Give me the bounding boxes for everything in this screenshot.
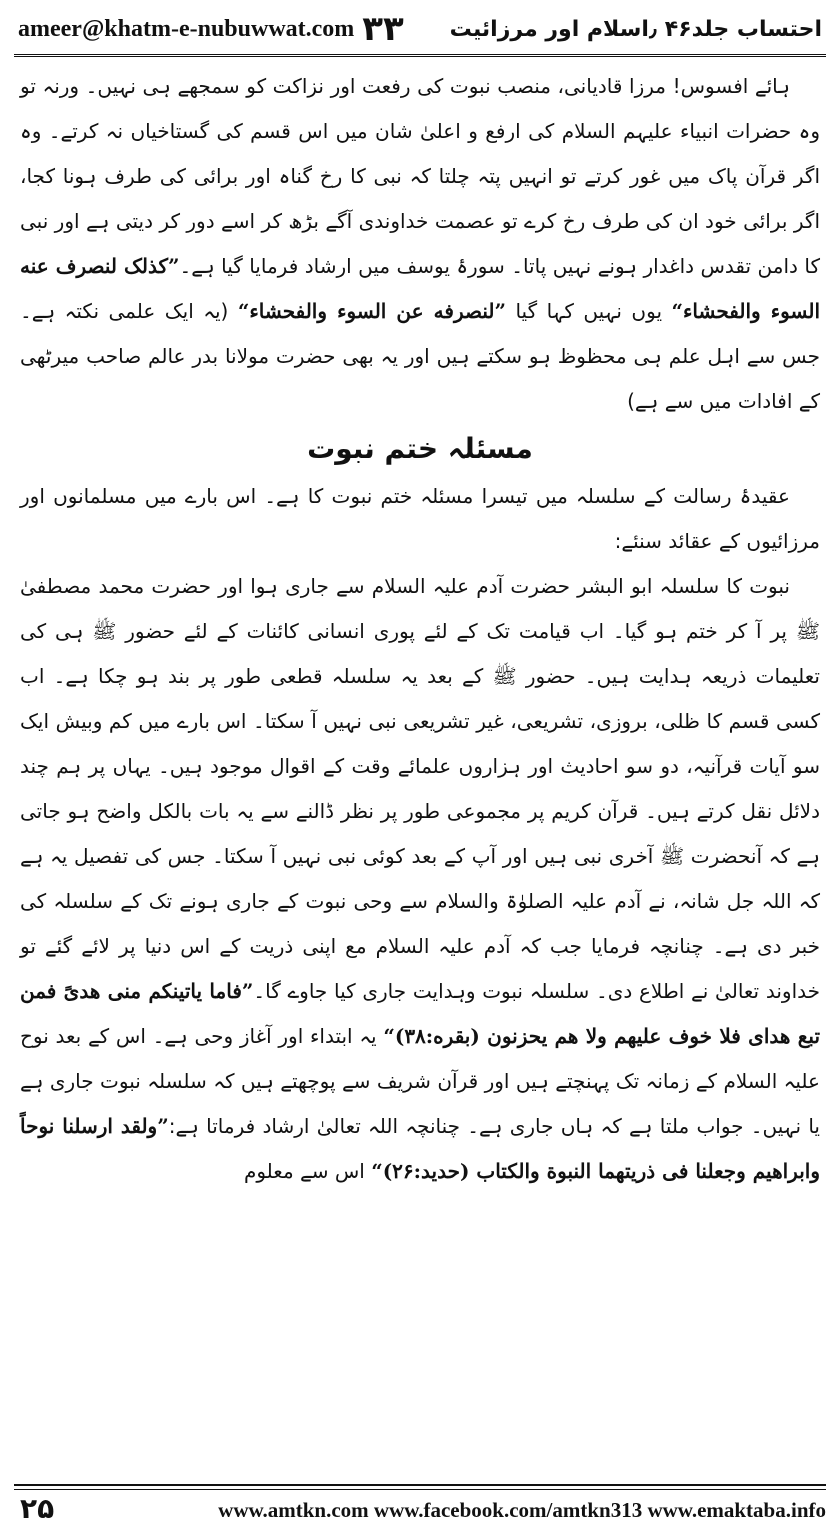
paragraph-3c-text: اس سے معلوم <box>243 1159 365 1183</box>
paragraph-3-text: نبوت کا سلسلہ ابو البشر حضرت آدم علیہ السلام سے جاری ہوا اور حضرت محمد مصطفیٰ ﷺ پر آ کر ختم ہو گیا۔ اب قیامت تک کے لئے پوری انسانی کائنات کے لئے حضور ﷺ ہی کی تعلیمات ذریعہ ہدایت ہیں۔ حضور ﷺ کے بعد یہ سلسلہ قطعی طور پر بند ہو چکا ہے۔ اب کسی قسم کا ظلی، بروزی، تشریعی، غیر تشریعی نبی نہیں آ سکتا۔ اس بارے میں کم وبیش ایک سو آیات قرآنیہ، دو سو احادیث اور ہزاروں علمائے وقت کے اقوال موجود ہیں۔ یہاں پر ہم چند دلائل نقل کرتے ہیں۔ قرآن کریم پر مجموعی طور پر نظر ڈالنے سے یہ بات بالکل واضح ہو جاتی ہے کہ آنحضرت ﷺ آخری نبی ہیں اور آپ کے بعد کوئی نبی نہیں آ سکتا۔ جس کی تفصیل یہ ہے کہ اللہ جل شانہ، نے آدم علیہ الصلوٰۃ والسلام سے وحی نبوت کے جاری ہونے تک کے سلسلہ کی خبر دی ہے۔ چنانچہ فرمایا جب کہ آدم علیہ السلام مع اپنی ذریت کے اس دنیا پر لائے گئے تو خداوند تعالیٰ نے اطلاع دی۔ سلسلہ نبوت وہدایت جاری کیا جاوے گا۔ <box>20 574 820 1003</box>
footer-links: www.amtkn.com www.facebook.com/amtkn313 www.emaktaba.info <box>218 1498 826 1522</box>
section-heading: مسئلہ ختم نبوت <box>307 432 533 465</box>
paragraph-1-text: ہائے افسوس! مرزا قادیانی، منصب نبوت کی رفعت اور نزاکت کو سمجھے ہی نہیں۔ ورنہ تو وہ حضرات انبیاء علیہم السلام کی ارفع و اعلیٰ شان میں اس قسم کی گستاخیاں نہ کرتے۔ وہ اگر قرآن پاک میں غور کرتے تو انہیں پتہ چلتا کہ نبی کا رخ گناہ اور برائی کی طرف ہونا کجا، اگر برائی خود ان کی طرف رخ کرے تو عصمت خداوندی آگے بڑھ کر اسے دور کر دیتی ہے اور نبی کا دامن تقدس داغدار ہونے نہیں پاتا۔ سورۂ یوسف میں ارشاد فرمایا گیا ہے۔ <box>20 74 820 278</box>
header-email: ameer@khatm-e-nubuwwat.com <box>18 15 355 42</box>
header-title: احتساب جلد۴۶ ٫اسلام اور مرزائیت <box>449 16 822 42</box>
footer-rule <box>14 1484 826 1486</box>
paragraph-3 <box>20 564 820 1194</box>
quote-3: ”فاما یاتینکم منی هدیً فمن تبع هدای فلا خوف علیهم ولا هم یحزنون (بقره:۳۸)“ <box>20 979 821 1048</box>
page-footer <box>14 1484 826 1534</box>
quote-1: ”کذلک لنصرف عنه السوء والفحشاء“ <box>20 254 820 323</box>
page-header <box>18 6 822 52</box>
header-page-number: ۳۳ <box>362 9 404 49</box>
quote-4: ”ولقد ارسلنا نوحاً وابراهیم وجعلنا فی ذریتهما النبوة والکتاب (حدید:۲۶)“ <box>20 1114 820 1183</box>
paragraph-1b-text: یوں نہیں کہا گیا <box>515 299 663 323</box>
header-left <box>18 9 404 49</box>
paragraph-2: عقیدۂ رسالت کے سلسلہ میں تیسرا مسئلہ ختم نبوت کا ہے۔ اس بارے میں مسلمانوں اور مرزائیوں کے عقائد سنئے: <box>20 484 820 553</box>
paragraph-3b-text: یہ ابتداء اور آغاز وحی ہے۔ اس کے بعد نوح علیہ السلام کے زمانہ تک پہنچتے ہیں اور قرآن شریف سے پوچھتے ہیں کہ سلسلہ نبوت جاری ہے یا نہیں۔ جواب ملتا ہے کہ ہاں جاری ہے۔ چنانچہ اللہ تعالیٰ ارشاد فرماتا ہے: <box>20 1024 820 1138</box>
paragraph-1 <box>20 64 820 424</box>
paragraph-1c-text: (یہ ایک علمی نکتہ ہے۔ جس سے اہل علم ہی محظوظ ہو سکتے ہیں اور یہ بھی حضرت مولانا بدر عالم صاحب میرٹھی کے افادات میں سے ہے) <box>20 299 820 413</box>
header-rule <box>14 54 826 57</box>
footer-page-number: ۲۵ <box>20 1492 55 1525</box>
quote-2: ”لنصرفه عن السوء والفحشاء“ <box>237 299 506 323</box>
footer-rule-thin <box>14 1489 826 1490</box>
page-body <box>20 64 820 1464</box>
